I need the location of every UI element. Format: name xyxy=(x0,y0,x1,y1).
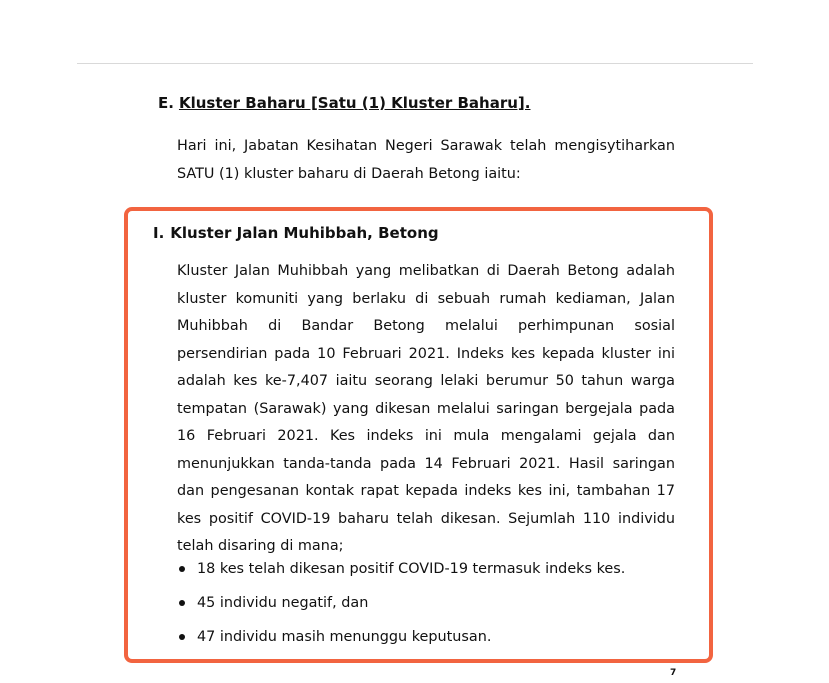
cluster-body-paragraph: Kluster Jalan Muhibbah yang melibatkan di Daerah Betong adalah kluster komuniti yang berlaku di sebuah rumah kediaman, Jalan Muhibbah di Bandar Betong melalui perhimpunan sosial persendirian pada 10 Februari 2021. Indeks kes kepada kluster ini adalah kes ke-7,407 iaitu seorang lelaki berumur 50 tahun warga tempatan (Sarawak) yang dikesan melalui saringan bergejala pada 16 Februari 2021. Kes indeks ini mula mengalami gejala dan menunjukkan tanda-tanda pada 14 Februari 2021. Hasil saringan dan pengesanan kontak rapat kepada indeks kes ini, tambahan 17 kes positif COVID-19 baharu telah dikesan. Sejumlah 110 individu telah disaring di mana; xyxy=(177,263,675,554)
list-item xyxy=(177,627,677,661)
cluster-title: Kluster Jalan Muhibbah, Betong xyxy=(170,224,439,242)
bullet-icon xyxy=(179,566,185,572)
page-top-divider xyxy=(77,63,753,64)
section-letter: E. xyxy=(158,94,174,112)
section-title: Kluster Baharu [Satu (1) Kluster Baharu]. xyxy=(178,94,531,112)
list-item xyxy=(177,593,677,627)
cluster-numeral: I. xyxy=(153,224,165,242)
list-item-text: 47 individu masih menunggu keputusan. xyxy=(197,629,492,645)
section-heading xyxy=(158,94,531,112)
bullet-icon xyxy=(179,600,185,606)
cluster-heading xyxy=(153,224,439,242)
bullet-icon xyxy=(179,634,185,640)
section-intro-paragraph: Hari ini, Jabatan Kesihatan Negeri Sarawak telah mengisytiharkan SATU (1) kluster baharu di Daerah Betong iaitu: xyxy=(177,138,675,182)
list-item xyxy=(177,559,677,593)
list-item-text: 18 kes telah dikesan positif COVID-19 termasuk indeks kes. xyxy=(197,561,626,577)
page-number: 7 xyxy=(670,668,677,678)
cluster-bullet-list xyxy=(177,559,677,661)
list-item-text: 45 individu negatif, dan xyxy=(197,595,369,611)
